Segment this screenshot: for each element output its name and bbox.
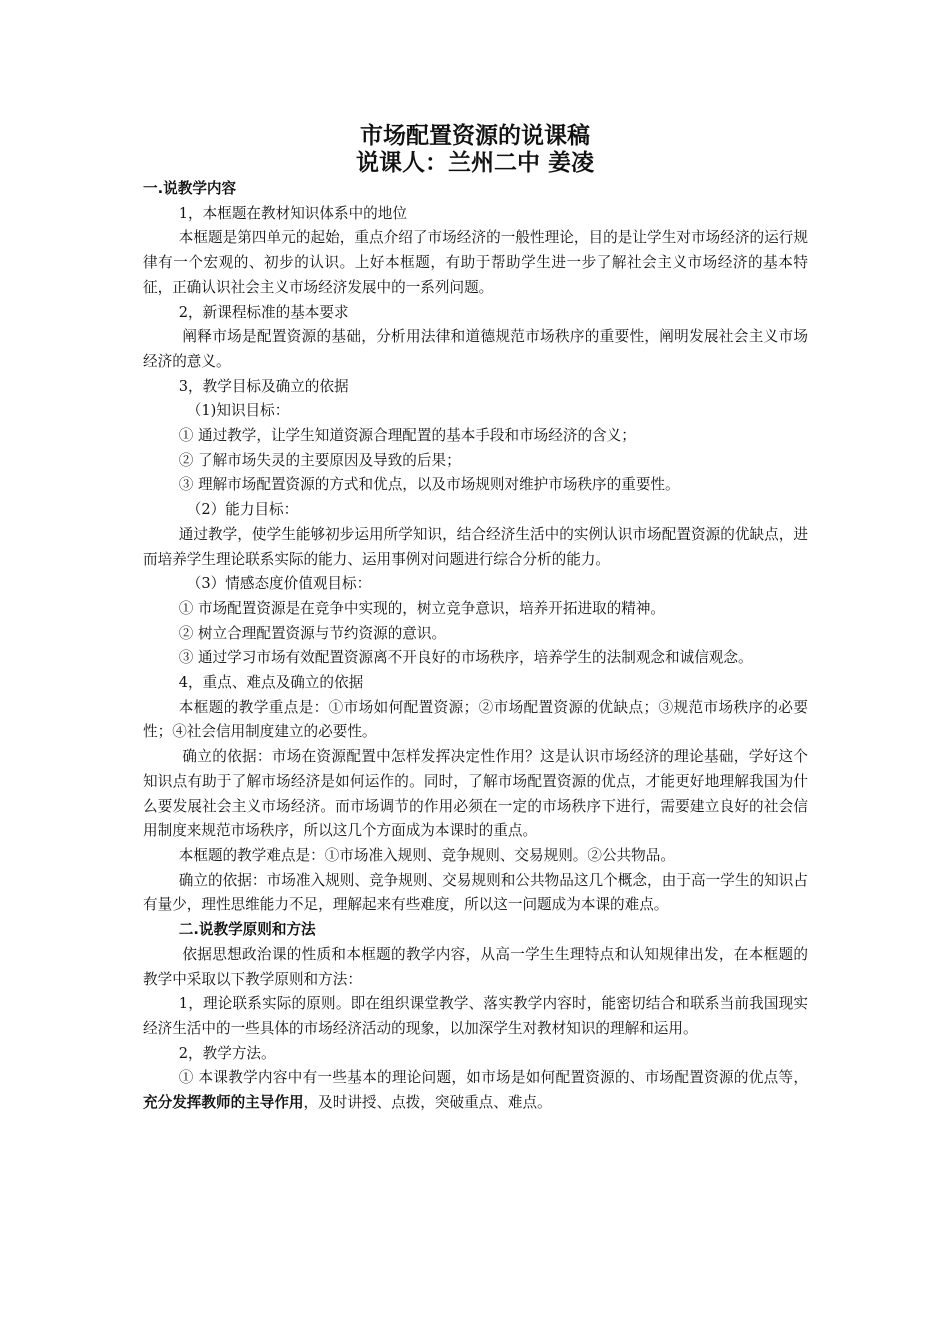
paragraph-key-basis: 确立的依据：市场在资源配置中怎样发挥决定性作用？这是认识市场经济的理论基础，学好这个知识点有助于了解市场经济是如何运作的。同时，了解市场配置资源的优点，才能更好地理解我国为什么要发展社会主义市场经济。而市场调节的作用必须在一定的市场秩序下进行，需要建立良好的社会信用制度来规范市场秩序，所以这几个方面成为本课时的重点。: [143, 748, 808, 840]
subsection-heading-1-4: 4，重点、难点及确立的依据: [178, 674, 364, 692]
goal-heading-emotion: （3）情感态度价值观目标：: [186, 575, 372, 593]
method-text-a: ① 本课教学内容中有一些基本的理论问题，如市场是如何配置资源的、市场配置资源的优点等，: [178, 1069, 808, 1087]
subsection-heading-1-1: 1，本框题在教材知识体系中的地位: [178, 204, 407, 222]
paragraph-principles-intro: 依据思想政治课的性质和本框题的教学内容，从高一学生生理特点和认知规律出发，在本框题的教学中采取以下教学原则和方法：: [143, 945, 808, 988]
paragraph-ability: 通过教学，使学生能够初步运用所学知识，结合经济生活中的实例认识市场配置资源的优缺点，进而培养学生理论联系实际的能力、运用事例对问题进行综合分析的能力。: [143, 525, 808, 568]
document-subtitle: 说课人：兰州二中 姜凌: [355, 150, 594, 176]
title-block: [0, 123, 950, 177]
section-heading-1: 一.说教学内容: [143, 180, 237, 197]
goal-item: ② 树立合理配置资源与节约资源的意识。: [178, 624, 447, 642]
paragraph-1-1: 本框题是第四单元的起始，重点介绍了市场经济的一般性理论，目的是让学生对市场经济的运行规律有一个宏观的、初步的认识。上好本框题，有助于帮助学生进一步了解社会主义市场经济的基本特征，正确认识社会主义市场经济发展中的一系列问题。: [143, 229, 808, 296]
paragraph-method-1: [143, 1066, 808, 1115]
paragraph-key-points: 本框题的教学重点是：①市场如何配置资源；②市场配置资源的优缺点；③规范市场秩序的必要性；④社会信用制度建立的必要性。: [143, 698, 808, 741]
document-title: 市场配置资源的说课稿: [360, 123, 590, 149]
paragraph-1-2: 阐释市场是配置资源的基础，分析用法律和道德规范市场秩序的重要性，阐明发展社会主义市场经济的意义。: [143, 328, 808, 370]
method-text-emphasis: 充分发挥教师的主导作用: [143, 1094, 304, 1112]
paragraph-principle-1: 1，理论联系实际的原则。即在组织课堂教学、落实教学内容时，能密切结合和联系当前我国现实经济生活中的一些具体的市场经济活动的现象，以加深学生对教材知识的理解和运用。: [143, 995, 808, 1037]
method-text-b: ，及时讲授、点拨，突破重点、难点。: [303, 1094, 552, 1112]
goal-heading-ability: （2）能力目标：: [186, 501, 299, 519]
document-body: [143, 177, 808, 1116]
subsection-heading-2-2: 2，教学方法。: [178, 1044, 276, 1062]
paragraph-difficulty-basis: 确立的依据：市场准入规则、竞争规则、交易规则和公共物品这几个概念，由于高一学生的知识占有量少，理性思维能力不足，理解起来有些难度，所以这一问题成为本课的难点。: [143, 871, 808, 914]
subsection-heading-1-3: 3，教学目标及确立的依据: [178, 377, 349, 395]
section-heading-2: 二.说教学原则和方法: [178, 921, 316, 939]
goal-item: ③ 通过学习市场有效配置资源离不开良好的市场秩序，培养学生的法制观念和诚信观念。: [178, 649, 753, 667]
paragraph-difficulties: 本框题的教学难点是：①市场准入规则、竞争规则、交易规则。②公共物品。: [178, 846, 675, 864]
goal-heading-knowledge: （1)知识目标：: [186, 402, 290, 420]
subsection-heading-1-2: 2，新课程标准的基本要求: [178, 303, 349, 321]
goal-item: ① 市场配置资源是在竞争中实现的，树立竞争意识，培养开拓进取的精神。: [178, 599, 666, 617]
goal-item: ③ 理解市场配置资源的方式和优点，以及市场规则对维护市场秩序的重要性。: [178, 476, 680, 494]
goal-item: ② 了解市场失灵的主要原因及导致的后果；: [178, 451, 461, 469]
goal-item: ① 通过教学，让学生知道资源合理配置的基本手段和市场经济的含义；: [178, 427, 636, 445]
